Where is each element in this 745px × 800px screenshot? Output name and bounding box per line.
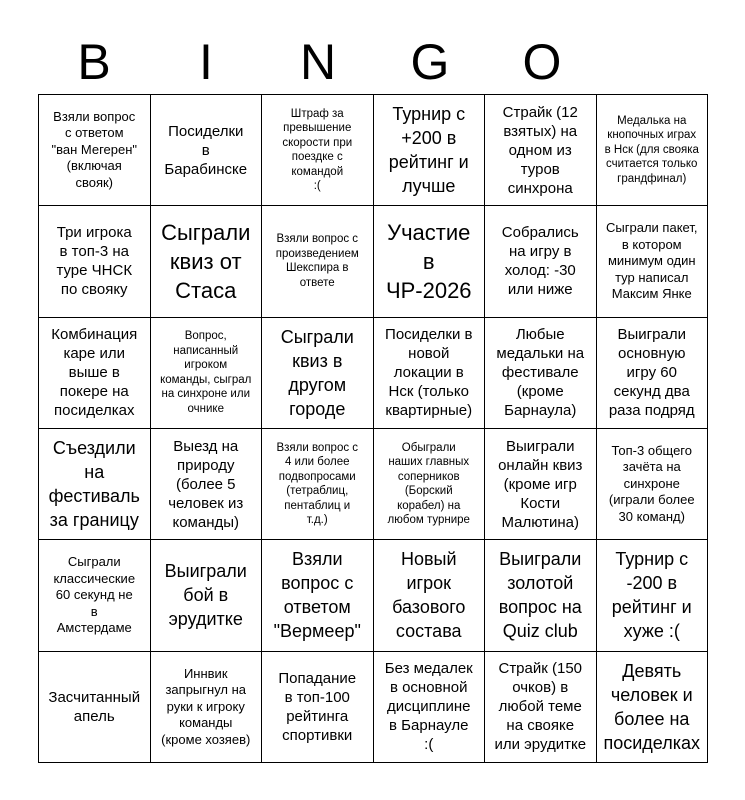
bingo-cell-text: Участие в ЧР-2026 (385, 219, 472, 303)
bingo-cell-text: Сыграли классические 60 секунд не в Амстердаме (53, 554, 136, 636)
bingo-cell[interactable] (485, 540, 597, 651)
bingo-cell[interactable] (597, 206, 709, 317)
bingo-cell[interactable] (151, 95, 263, 206)
bingo-cell[interactable] (597, 429, 709, 540)
bingo-cell[interactable] (262, 95, 374, 206)
bingo-cell-text: Взяли вопрос с ответом "Вермеер" (273, 549, 361, 642)
bingo-cell-text: Взяли вопрос с 4 или более подвопросами (тетраблиц, пентаблиц и т.д.) (276, 441, 359, 527)
bingo-cell-text: Без медалек в основной дисциплине в Барнауле :( (384, 660, 473, 754)
bingo-cell[interactable] (597, 95, 709, 206)
bingo-cell-text: Выиграли золотой вопрос на Quiz club (498, 549, 582, 642)
bingo-cell-text: Обыграли наших главных соперников (Борский корабел) на любом турнире (387, 441, 470, 527)
bingo-cell-text: Девять человек и более на посиделках (603, 660, 700, 753)
bingo-cell-text: Комбинация каре или выше в покере на посиделках (51, 326, 138, 420)
bingo-cell-text: Выиграли основную игру 60 секунд два раза подряд (608, 326, 695, 420)
bingo-cell-text: Сыграли пакет, в котором минимум один тур написал Максим Янке (606, 220, 698, 302)
bingo-cell[interactable] (485, 652, 597, 763)
bingo-cell[interactable] (262, 540, 374, 651)
bingo-cell-text: Страйк (150 очков) в любой теме на свояке или эрудитке (494, 660, 587, 754)
bingo-cell-text: Сыграли квиз от Стаса (161, 219, 251, 303)
bingo-cell-text: Любые медальки на фестивале (кроме Барнаула) (496, 326, 585, 420)
bingo-cell-text: Взяли вопрос с произведением Шекспира в ответе (275, 233, 359, 289)
bingo-cell-text: Съездили на фестиваль за границу (48, 438, 140, 531)
bingo-cell[interactable] (374, 429, 486, 540)
bingo-cell[interactable] (39, 540, 151, 651)
bingo-cell-text: Выиграли бой в эрудитке (164, 561, 247, 630)
bingo-cell[interactable] (39, 318, 151, 429)
title-letter: G (410, 34, 450, 90)
bingo-cell[interactable] (374, 652, 486, 763)
bingo-cell[interactable] (151, 318, 263, 429)
bingo-cell-text: Засчитанный апель (48, 688, 141, 725)
title-letter: I (199, 34, 213, 90)
bingo-cell-text: Выиграли онлайн квиз (кроме игр Кости Малютина) (498, 437, 583, 531)
bingo-cell[interactable] (262, 652, 374, 763)
bingo-cell-text: Собрались на игру в холод: -30 или ниже (501, 224, 579, 299)
bingo-cell[interactable] (374, 318, 486, 429)
bingo-cell[interactable] (597, 318, 709, 429)
bingo-cell-text: Выезд на природу (более 5 человек из команды) (168, 437, 244, 531)
bingo-cell[interactable] (374, 206, 486, 317)
bingo-grid (38, 94, 708, 763)
bingo-cell-text: Посиделки в Барабинске (164, 122, 248, 178)
title-letter: O (522, 34, 562, 90)
bingo-cell[interactable] (262, 318, 374, 429)
bingo-cell[interactable] (597, 652, 709, 763)
bingo-cell[interactable] (485, 429, 597, 540)
bingo-cell[interactable] (485, 95, 597, 206)
bingo-cell[interactable] (374, 540, 486, 651)
bingo-cell[interactable] (39, 206, 151, 317)
bingo-cell-text: Иннвик запрыгнул на руки к игроку команды (кроме хозяев) (161, 665, 251, 747)
bingo-cell[interactable] (151, 429, 263, 540)
bingo-cell-text: Попадание в топ-100 рейтинга спортивки (278, 669, 357, 744)
bingo-cell-text: Сыграли квиз в другом городе (280, 326, 354, 419)
bingo-cell[interactable] (374, 95, 486, 206)
title-letter: N (299, 34, 337, 90)
bingo-cell-text: Взяли вопрос с ответом "ван Мегерен" (включая свояк) (51, 108, 138, 190)
bingo-cell[interactable] (597, 540, 709, 651)
bingo-cell-text: Три игрока в топ-3 на туре ЧНСК по свояку (56, 224, 133, 299)
bingo-cell[interactable] (485, 206, 597, 317)
bingo-cell-text: Топ-3 общего зачёта на синхроне (играли более 30 команд) (608, 442, 695, 524)
bingo-cell[interactable] (151, 206, 263, 317)
bingo-cell-text: Новый игрок базового состава (392, 549, 466, 642)
bingo-cell-text: Турнир с +200 в рейтинг и лучше (388, 104, 469, 197)
bingo-cell[interactable] (39, 652, 151, 763)
bingo-cell[interactable] (485, 318, 597, 429)
bingo-title (38, 28, 708, 96)
bingo-cell-text: Посиделки в новой локации в Нск (только квартирные) (385, 326, 473, 420)
bingo-cell[interactable] (151, 652, 263, 763)
bingo-cell-text: Турнир с -200 в рейтинг и хуже :( (611, 549, 692, 642)
bingo-cell-text: Штраф за превышение скорости при поездке с командой :( (282, 107, 353, 193)
title-letter: B (77, 34, 111, 90)
bingo-cell[interactable] (151, 540, 263, 651)
bingo-cell-text: Вопрос, написанный игроком команды, сыграл на синхроне или очнике (160, 330, 252, 415)
bingo-cell[interactable] (39, 95, 151, 206)
bingo-cell-text: Страйк (12 взятых) на одном из туров синхрона (502, 103, 578, 197)
bingo-cell[interactable] (262, 206, 374, 317)
bingo-cell[interactable] (262, 429, 374, 540)
bingo-cell-text: Медалька на кнопочных играх в Нск (для свояка считается только грандфинал) (604, 114, 699, 185)
bingo-cell[interactable] (39, 429, 151, 540)
